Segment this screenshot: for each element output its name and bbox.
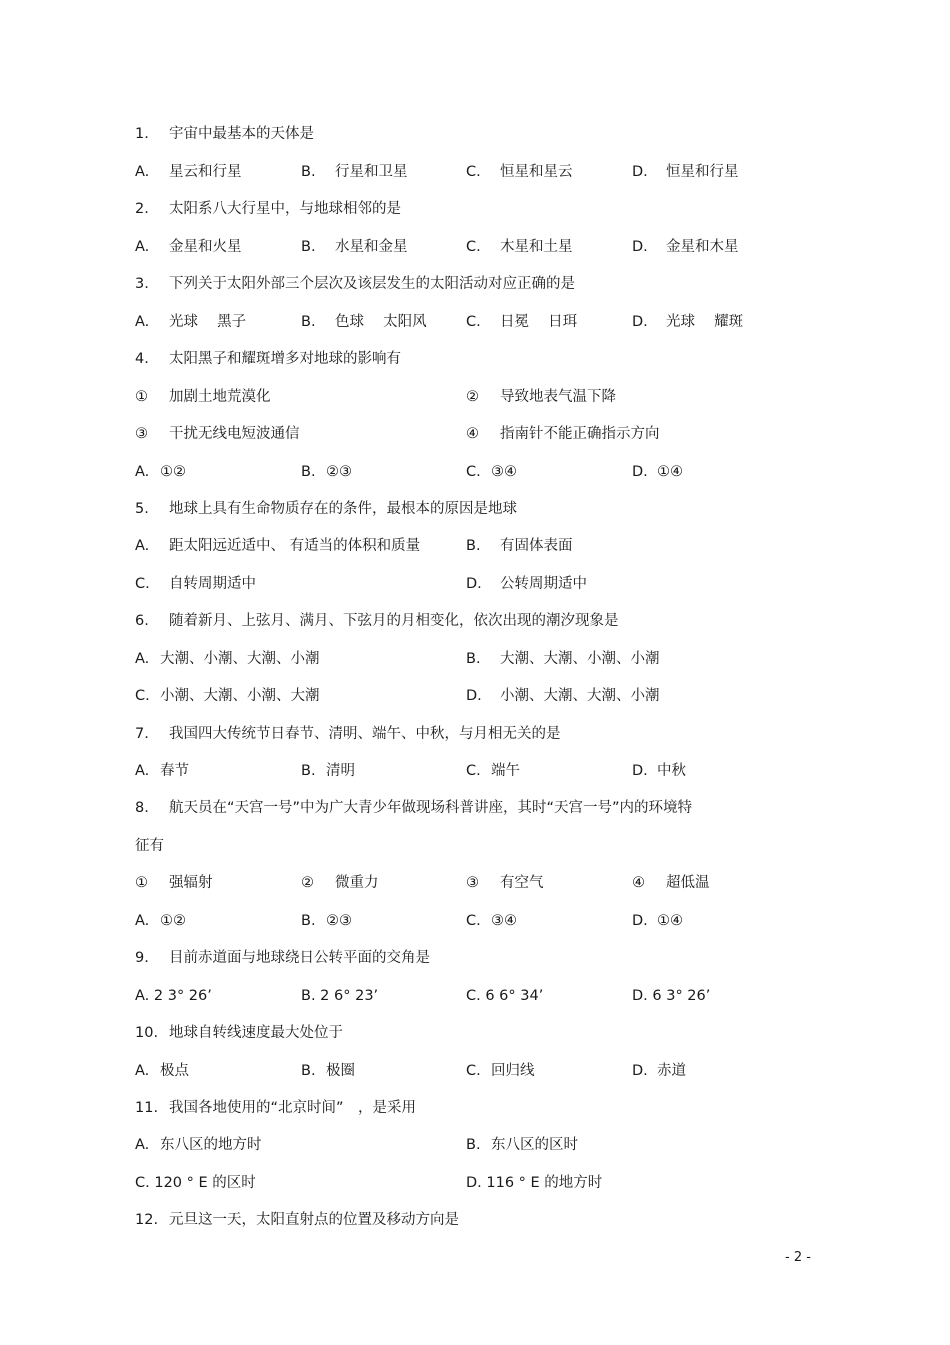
option-b: B. 清明	[301, 763, 355, 779]
question-11-stem: 11. 我国各地使用的“北京时间” ，是采用	[135, 1100, 417, 1116]
option-c: C. ③④	[466, 913, 517, 929]
option-b: B. 有固体表面	[466, 538, 573, 554]
question-7-stem: 7. 我国四大传统节日春节、清明、端午、中秋，与月相无关的是	[135, 726, 561, 742]
item-1: ① 强辐射	[135, 875, 213, 891]
option-c: C. 6 6° 34’	[466, 988, 544, 1004]
item-1: ① 加剧土地荒漠化	[135, 389, 271, 405]
question-3-stem: 3. 下列关于太阳外部三个层次及该层发生的太阳活动对应正确的是	[135, 276, 575, 292]
item-2: ② 导致地表气温下降	[466, 389, 616, 405]
question-5-stem: 5. 地球上具有生命物质存在的条件，最根本的原因是地球	[135, 501, 517, 517]
option-d: D. ①④	[632, 464, 683, 480]
option-c: C. 日冕 日珥	[466, 314, 578, 330]
option-b: B. 2 6° 23’	[301, 988, 379, 1004]
option-b: B. 水星和金星	[301, 239, 408, 255]
item-3: ③ 有空气	[466, 875, 544, 891]
question-6-stem: 6. 随着新月、上弦月、满月、下弦月的月相变化，依次出现的潮汐现象是	[135, 613, 619, 629]
question-8-stem: 8. 航天员在“天宫一号”中为广大青少年做现场科普讲座，其时“天宫一号”内的环境特	[135, 800, 693, 816]
option-b: B. ②③	[301, 913, 352, 929]
option-c: C. 回归线	[466, 1063, 535, 1079]
option-b: B. 行星和卫星	[301, 164, 408, 180]
option-c: C. 木星和土星	[466, 239, 573, 255]
question-9-stem: 9. 目前赤道面与地球绕日公转平面的交角是	[135, 950, 430, 966]
option-a: A. ①②	[135, 913, 186, 929]
option-a: A. 极点	[135, 1063, 189, 1079]
option-a: A. 星云和行星	[135, 164, 242, 180]
option-a: A. 2 3° 26’	[135, 988, 212, 1004]
option-c: C. 恒星和星云	[466, 164, 573, 180]
option-d: D. 赤道	[632, 1063, 686, 1079]
option-a: A. 距太阳远近适中、 有适当的体积和质量	[135, 538, 421, 554]
item-4: ④ 超低温	[632, 875, 710, 891]
item-4: ④ 指南针不能正确指示方向	[466, 426, 660, 442]
option-a: A. 春节	[135, 763, 189, 779]
option-c: C. 120 ° E 的区时	[135, 1175, 256, 1191]
option-a: A. 光球 黑子	[135, 314, 247, 330]
option-d: D. 恒星和行星	[632, 164, 739, 180]
option-c: C. 自转周期适中	[135, 576, 256, 592]
question-8-stem-continued: 征有	[135, 838, 164, 854]
option-a: A. 金星和火星	[135, 239, 242, 255]
option-d: D. 光球 耀斑	[632, 314, 744, 330]
option-b: B. 色球 太阳风	[301, 314, 427, 330]
question-4-stem: 4. 太阳黑子和耀斑增多对地球的影响有	[135, 351, 401, 367]
item-3: ③ 干扰无线电短波通信	[135, 426, 300, 442]
option-d: D. ①④	[632, 913, 683, 929]
option-d: D. 公转周期适中	[466, 576, 587, 592]
item-2: ② 微重力	[301, 875, 379, 891]
option-d: D. 小潮、大潮、大潮、小潮	[466, 688, 660, 704]
option-c: C. 端午	[466, 763, 520, 779]
option-a: A. 东八区的地方时	[135, 1137, 262, 1153]
option-d: D. 6 3° 26’	[632, 988, 711, 1004]
option-c: C. 小潮、大潮、小潮、大潮	[135, 688, 320, 704]
option-b: B. 极圈	[301, 1063, 355, 1079]
option-a: A. ①②	[135, 464, 186, 480]
option-a: A. 大潮、小潮、大潮、小潮	[135, 651, 320, 667]
option-d: D. 金星和木星	[632, 239, 739, 255]
question-12-stem: 12. 元旦这一天，太阳直射点的位置及移动方向是	[135, 1212, 459, 1228]
question-2-stem: 2. 太阳系八大行星中，与地球相邻的是	[135, 201, 401, 217]
option-d: D. 中秋	[632, 763, 686, 779]
option-b: B. ②③	[301, 464, 352, 480]
question-1-stem: 1. 宇宙中最基本的天体是	[135, 126, 314, 142]
question-10-stem: 10. 地球自转线速度最大处位于	[135, 1025, 343, 1041]
option-d: D. 116 ° E 的地方时	[466, 1175, 603, 1191]
page-number: - 2 -	[785, 1250, 811, 1265]
option-b: B. 东八区的区时	[466, 1137, 578, 1153]
option-b: B. 大潮、大潮、小潮、小潮	[466, 651, 660, 667]
option-c: C. ③④	[466, 464, 517, 480]
